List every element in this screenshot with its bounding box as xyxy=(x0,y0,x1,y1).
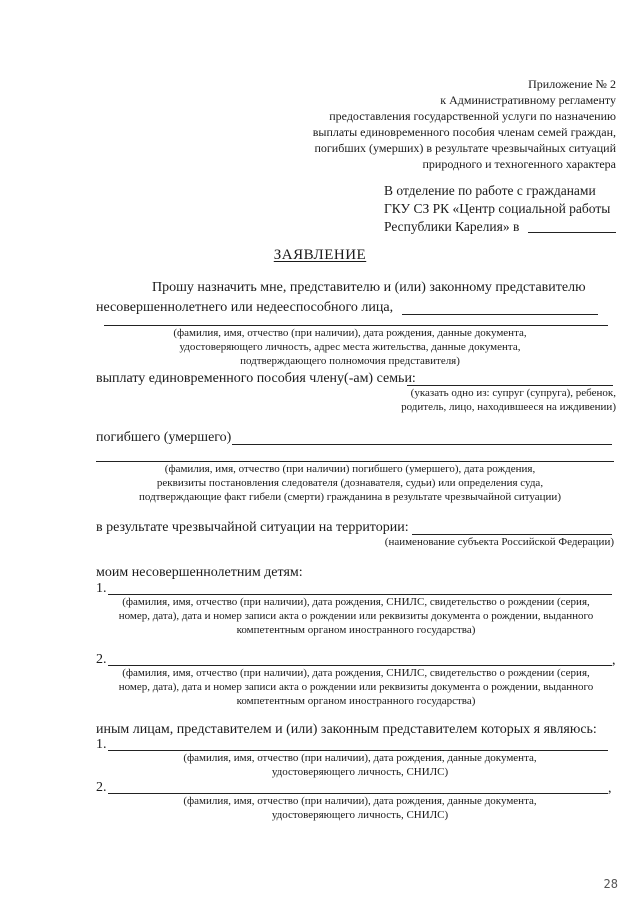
request-fill-line[interactable] xyxy=(402,314,598,315)
other-2-comma: , xyxy=(608,781,612,796)
applicant-note: (фамилия, имя, отчество (при наличии), дата рождения, данные документа, удостоверяющего личность, адрес места жительства, данные документа, подтверждающего полномочия представителя) xyxy=(173,327,527,367)
territory-line: в результате чрезвычайной ситуации на территории: xyxy=(96,520,409,535)
child-1-number: 1. xyxy=(96,581,107,596)
addressee-line: ГКУ СЗ РК «Центр социальной работы xyxy=(384,201,611,216)
addressee-block xyxy=(384,182,610,236)
territory-note: (наименование субъекта Российской Федерации) xyxy=(384,536,614,548)
other-2-note: (фамилия, имя, отчество (при наличии), дата рождения, данные документа, удостоверяющего личность, СНИЛС) xyxy=(183,795,537,821)
others-heading: иным лицам, представителем и (или) законным представителем которых я являюсь: xyxy=(96,722,597,737)
appendix-line: природного и техногенного характера xyxy=(422,157,616,171)
appendix-line: Приложение № 2 xyxy=(528,77,616,91)
deceased-note: (фамилия, имя, отчество (при наличии) погибшего (умершего), дата рождения, реквизиты постановления следователя (дознавателя, судьи) или определения суда, подтверждающие факт гибели (смерти) гражданина в результате чрезвычайной ситуации) xyxy=(139,463,561,503)
appendix-line: выплаты единовременного пособия членам семей граждан, xyxy=(312,125,616,139)
child-2-note: (фамилия, имя, отчество (при наличии), дата рождения, СНИЛС, свидетельство о рождении (серия, номер, дата), дата и номер записи акта о рождении или реквизиты документа о рождении, выданного компетентным органом иностранного государства) xyxy=(118,667,594,707)
children-heading: моим несовершеннолетним детям: xyxy=(96,565,303,580)
addressee-line: Республики Карелия» в xyxy=(384,219,520,234)
appendix-line: предоставления государственной услуги по назначению xyxy=(329,109,616,123)
other-2-number: 2. xyxy=(96,780,107,795)
child-2-comma: , xyxy=(612,653,616,668)
other-1-note: (фамилия, имя, отчество (при наличии), дата рождения, данные документа, удостоверяющего личность, СНИЛС) xyxy=(183,752,537,778)
payment-line: выплату единовременного пособия члену(-ам) семьи: xyxy=(96,371,416,386)
other-1-number: 1. xyxy=(96,737,107,752)
child-1-note: (фамилия, имя, отчество (при наличии), дата рождения, СНИЛС, свидетельство о рождении (серия, номер, дата), дата и номер записи акта о рождении или реквизиты документа о рождении, выданного компетентным органом иностранного государства) xyxy=(118,596,594,636)
addressee-line: В отделение по работе с гражданами xyxy=(384,183,596,198)
child-2-number: 2. xyxy=(96,652,107,667)
appendix-line: к Административному регламенту xyxy=(440,93,616,107)
deceased-line: погибшего (умершего) xyxy=(96,430,232,445)
appendix-line: погибших (умерших) в результате чрезвычайных ситуаций xyxy=(314,141,616,155)
document-title: ЗАЯВЛЕНИЕ xyxy=(273,247,367,263)
page-number: 28 xyxy=(603,877,618,891)
deceased-fill-line[interactable] xyxy=(232,444,612,445)
addressee-fill-line[interactable] xyxy=(528,232,616,233)
payment-note: (указать одно из: супруг (супруга), ребенок, родитель, лицо, находившееся на иждивении) xyxy=(401,387,616,413)
appendix-header xyxy=(313,76,616,172)
request-line-1: Прошу назначить мне, представителю и (или) законному представителю xyxy=(152,280,586,295)
request-line-2: несовершеннолетнего или недееспособного лица, xyxy=(96,300,394,315)
